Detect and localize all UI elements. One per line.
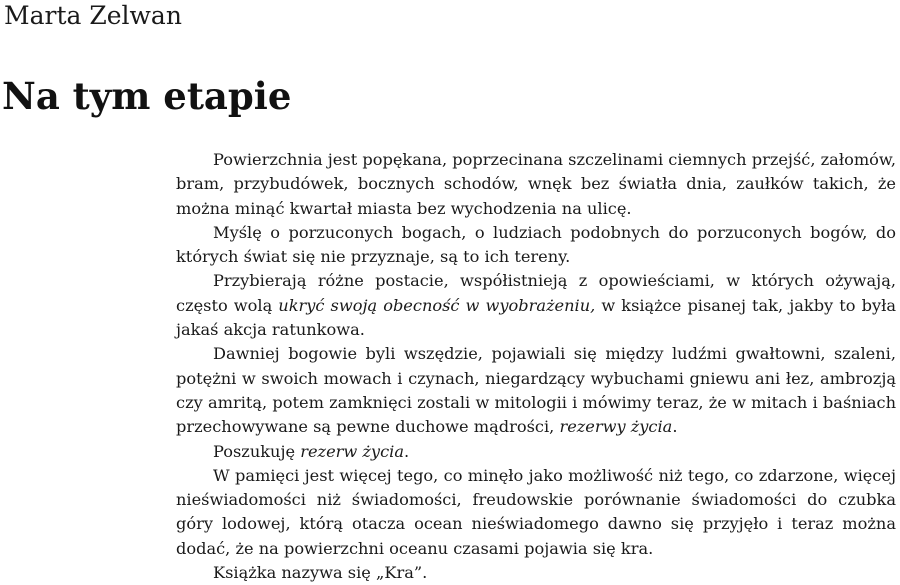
paragraph-text: Książka nazywa się „Kra”. [213, 563, 428, 583]
paragraph-1 [176, 148, 896, 221]
paragraph-5 [176, 440, 896, 464]
paragraph-text: Powierzchnia jest popękana, poprzecinana szczelinami ciemnych przejść, załomów, bram, przybudówek, bocznych schodów, wnęk bez światła dnia, zaułków takich, że można minąć kwartał miasta bez wychodzenia na ulicę. [176, 150, 896, 218]
paragraph-3 [176, 269, 896, 342]
paragraph-4 [176, 342, 896, 439]
paragraph-2 [176, 221, 896, 270]
paragraph-text: w książce pisanej tak, jakby to była jakaś akcja ratunkowa. [176, 295, 896, 340]
paragraph-text: Przybierają różne postacie, współistnieją z opowieściami, w których ożywają, często wolą [176, 271, 896, 315]
paragraph-text: Myślę o porzuconych bogach, o ludziach podobnych do porzuconych bogów, do których świat się nie przyznaje, są to ich tereny. [176, 222, 896, 267]
italic-phrase: ukryć swoją obecność w wyobrażeniu, [278, 295, 596, 315]
paragraph-text: . [403, 441, 410, 461]
paragraph-text: . [672, 417, 678, 437]
paragraph-text: Dawniej bogowie byli wszędzie, pojawiali się między ludźmi gwałtowni, szaleni, potężni w swoich mowach i czynach, niegardzący wybuchami gniewu ani łez, ambrozją czy amritą, potem zamknięci zostali w mitologii i mówimy teraz, że w mitach i baśniach przechowywane są pewne duchowe mądrości, [176, 344, 896, 437]
article-body [176, 148, 896, 585]
author-name: Marta Zelwan [4, 1, 182, 30]
paragraph-7 [176, 561, 896, 585]
paragraph-6 [176, 464, 896, 561]
paragraph-text: W pamięci jest więcej tego, co minęło jako możliwość niż tego, co zdarzone, więcej nieświadomości niż świadomości, freudowskie porównanie świadomości do czubka góry lodowej, którą otacza ocean nieświadomego dawno się przyjęło i teraz można dodać, że na powierzchni oceanu czasami pojawia się kra. [176, 465, 896, 558]
paragraph-text: Poszukuję [213, 441, 301, 461]
italic-phrase: rezerwy życia [559, 417, 673, 437]
article-title: Na tym etapie [2, 74, 292, 118]
italic-phrase: rezerw życia [300, 441, 404, 461]
